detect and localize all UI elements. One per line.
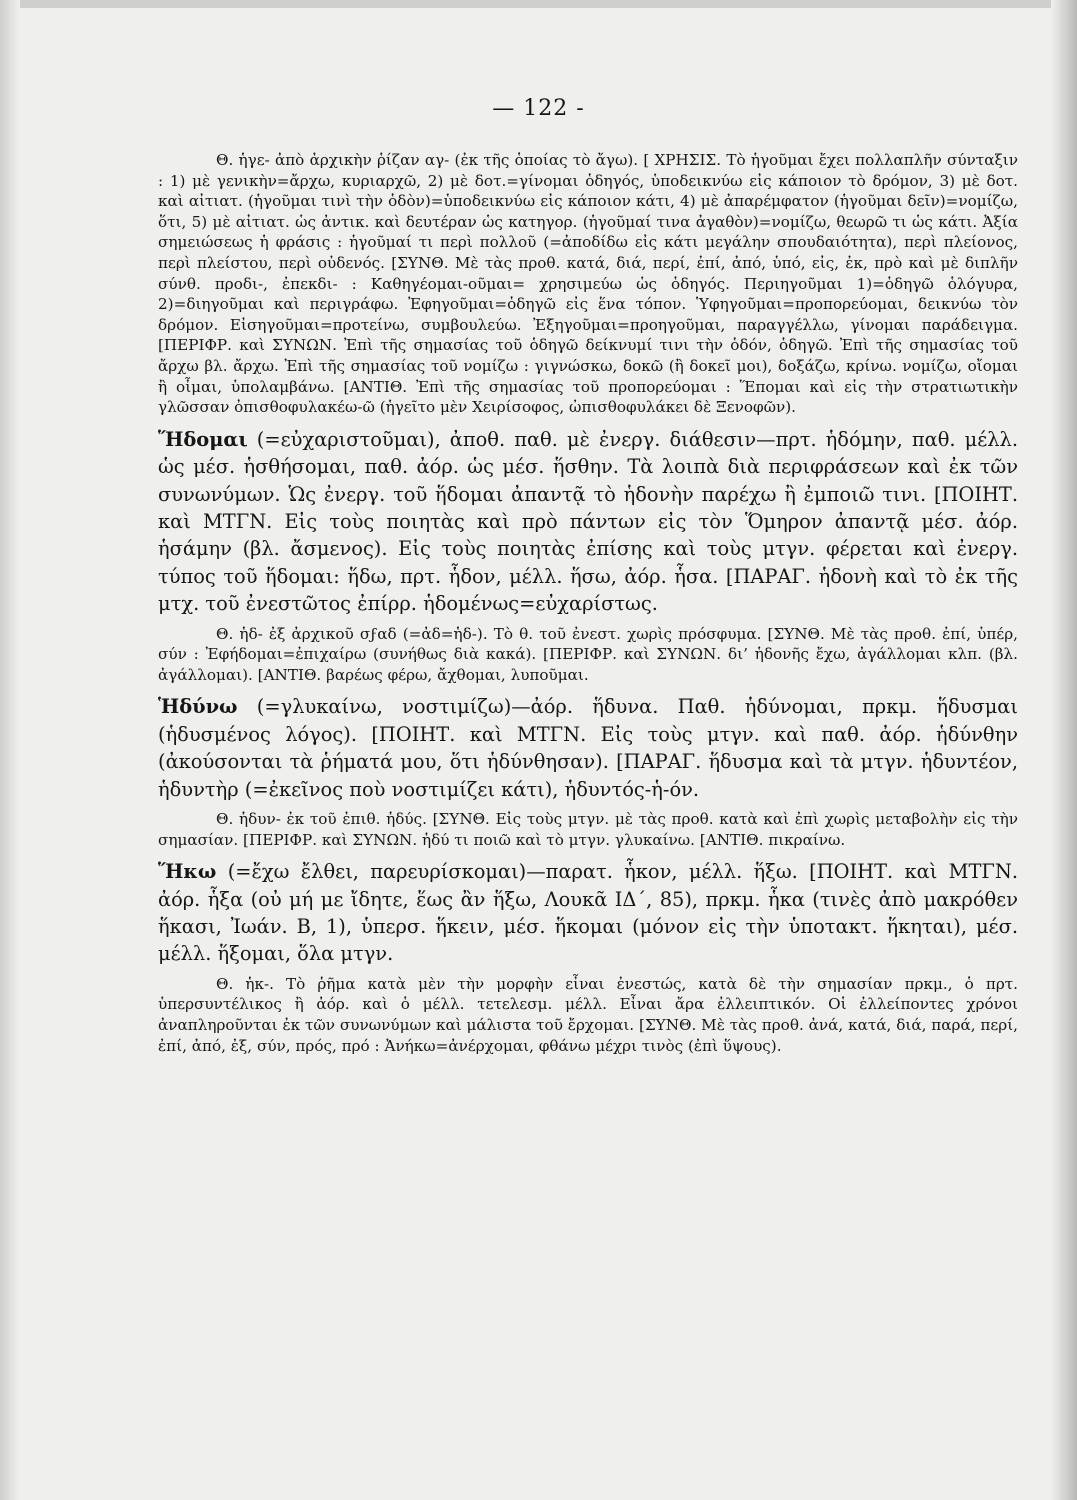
etymology-note-heko: Θ. ἡκ-. Τὸ ῥῆμα κατὰ μὲν τὴν μορφὴν εἶναι ἐνεστώς, κατὰ δὲ τὴν σημασίαν πρκμ., ὁ πρτ. ὑπερσυντέλικος ἢ ἀόρ. καὶ ὁ μέλλ. τετελεσμ. μέλλ. Εἶναι ἄρα ἐλλειπτικόν. Οἱ ἐλλείποντες χρόνοι ἀναπληροῦνται ἐκ τῶν συνωνύμων καὶ μάλιστα τοῦ ἔρχομαι. [ΣΥΝΘ. Μὲ τὰς προθ. ἀνά, κατά, διά, παρά, περί, ἐπί, ἀπό, ἐξ, σύν, πρός, πρό : Ἀνήκω=ἀνέρχομαι, φθάνω μέχρι τινὸς (ἐπὶ ὕψους).: [158, 974, 1018, 1055]
page-edge-left: [0, 0, 20, 1500]
etymology-note-hedomai: Θ. ἡδ- ἐξ ἀρχικοῦ σϝαδ (=ἀδ=ἡδ-). Τὸ θ. τοῦ ἐνεστ. χωρὶς πρόσφυμα. [ΣΥΝΘ. Μὲ τὰς προθ. ἐπί, ὑπέρ, σύν : Ἐφήδομαι=ἐπιχαίρω (συνήθως διὰ κακά). [ΠΕΡΙΦΡ. καὶ ΣΥΝΩΝ. δι’ ἡδονῆς ἔχω, ἀγάλλομαι κλπ. (βλ. ἀγάλλομαι). [ΑΝΤΙΘ. βαρέως φέρω, ἄχθομαι, λυποῦμαι.: [158, 624, 1018, 684]
dictionary-text: [158, 150, 1018, 1056]
headword: Ἥδομαι: [158, 427, 248, 451]
entry-body: (=εὐχαριστοῦμαι), ἀποθ. παθ. μὲ ἐνεργ. διάθεσιν—πρτ. ἡδόμην, παθ. μέλλ. ὡς μέσ. ἡσθήσομαι, παθ. ἀόρ. ὡς μέσ. ἥσθην. Τὰ λοιπὰ διὰ περιφράσεων καὶ ἐκ τῶν συνωνύμων. Ὡς ἐνεργ. τοῦ ἥδομαι ἀπαντᾷ τὸ ἡδονὴν παρέχω ἢ ἐμποιῶ τινι. [ΠΟΙΗΤ. καὶ ΜΤΓΝ. Εἰς τοὺς ποιητὰς καὶ πρὸ πάντων εἰς τὸν Ὅμηρον ἀπαντᾷ μέσ. ἀόρ. ἡσάμην (βλ. ἄσμενος). Εἰς τοὺς ποιητὰς ἐπίσης καὶ τοὺς μτγν. φέρεται καὶ ἐνεργ. τύπος τοῦ ἥδομαι: ἥδω, πρτ. ἧδον, μέλλ. ἥσω, ἀόρ. ἧσα. [ΠΑΡΑΓ. ἡδονὴ καὶ τὸ ἐκ τῆς μτχ. τοῦ ἐνεστῶτος ἐπίρρ. ἡδομένως=εὐχαρίστως.: [158, 427, 1018, 616]
etymology-note-hedyno: Θ. ἡδυν- ἐκ τοῦ ἐπιθ. ἡδύς. [ΣΥΝΘ. Εἰς τοὺς μτγν. μὲ τὰς προθ. κατὰ καὶ ἐπὶ χωρὶς μεταβολὴν εἰς τὴν σημασίαν. [ΠΕΡΙΦΡ. καὶ ΣΥΝΩΝ. ἡδύ τι ποιῶ καὶ τὸ μτγν. γλυκαίνω. [ΑΝΤΙΘ. πικραίνω.: [158, 809, 1018, 849]
headword: Ἡδύνω: [158, 695, 238, 719]
entry-hedyno: [158, 693, 1018, 803]
etymology-note-hegoumai: Θ. ἡγε- ἀπὸ ἀρχικὴν ῥίζαν αγ- (ἐκ τῆς ὁποίας τὸ ἄγω). [ ΧΡΗΣΙΣ. Τὸ ἡγοῦμαι ἔχει πολλαπλῆν σύνταξιν : 1) μὲ γενικὴν=ἄρχω, κυριαρχῶ, 2) μὲ δοτ.=γίνομαι ὁδηγός, ὑποδεικνύω εἰς κάποιον τὸ δρόμον, 3) μὲ δοτ. καὶ αἰτιατ. (ἡγοῦμαι τινὶ τὴν ὁδὸν)=ὑποδεικνύω εἰς κάποιον κάτι, 4) μὲ ἀπαρέμφατον (ἡγοῦμαι δεῖν)=νομίζω, ὅτι, 5) μὲ αἰτιατ. ὡς ἀντικ. καὶ δευτέραν ὡς κατηγορ. (ἡγοῦμαί τινα ἀγαθὸν)=νομίζω, θεωρῶ τι ὡς κάτι. Ἀξία σημειώσεως ἡ φράσις : ἡγοῦμαί τι περὶ πολλοῦ (=ἀποδίδω εἰς κάτι μεγάλην σπουδαιότητα), περὶ πλείονος, περὶ πλείστου, περὶ οὐδενός. [ΣΥΝΘ. Μὲ τὰς προθ. κατά, διά, περί, ἐπί, ἀπό, ὑπό, εἰς, ἐκ, πρὸ καὶ μὲ διπλῆν σύνθ. προδι-, ἐπεκδι- : Καθηγέομαι-οῦμαι= χρησιμεύω ὡς ὁδηγός. Περιηγοῦμαι 1)=ὁδηγῶ ὁλόγυρα, 2)=διηγοῦμαι καὶ περιγράφω. Ἐφηγοῦμαι=ὁδηγῶ εἰς ἕνα τόπον. Ὑφηγοῦμαι=προπορεύομαι, δεικνύω τὸν δρόμον. Εἰσηγοῦμαι=προτείνω, συμβουλεύω. Ἐξηγοῦμαι=προηγοῦμαι, παραγγέλλω, γίνομαι παράδειγμα. [ΠΕΡΙΦΡ. καὶ ΣΥΝΩΝ. Ἐπὶ τῆς σημασίας τοῦ ὁδηγῶ δείκνυμί τινι τὴν ὁδόν, ὁδηγῶ. Ἐπὶ τῆς σημασίας τοῦ ἄρχω βλ. ἄρχω. Ἐπὶ τῆς σημασίας τοῦ νομίζω : γιγνώσκω, δοκῶ (ἢ δοκεῖ μοι), δοξάζω, κρίνω. νομίζω, οἴομαι ἢ οἶμαι, ὑπολαμβάνω. [ΑΝΤΙΘ. Ἐπὶ τῆς σημασίας τοῦ προπορεύομαι : Ἕπομαι καὶ εἰς τὴν στρατιωτικὴν γλῶσσαν ὀπισθοφυλακέω-ῶ (ἡγεῖτο μὲν Χειρίσοφος, ὠπισθοφυλάκει δὲ Ξενοφῶν).: [158, 151, 1018, 417]
page-edge-top: [0, 0, 1077, 8]
entry-hedomai: [158, 426, 1018, 618]
page-edge-right: [1051, 0, 1077, 1500]
page-number: — 122 -: [492, 96, 585, 121]
entry-heko: [158, 858, 1018, 968]
entry-body: (=γλυκαίνω, νοστιμίζω)—ἀόρ. ἥδυνα. Παθ. ἡδύνομαι, πρκμ. ἥδυσμαι (ἡδυσμένος λόγος). [ΠΟΙΗΤ. καὶ ΜΤΓΝ. Εἰς τοὺς μτγν. καὶ παθ. ἀόρ. ἡδύνθην (ἀκούσονται τὰ ῥήματά μου, ὅτι ἡδύνθησαν). [ΠΑΡΑΓ. ἥδυσμα καὶ τὰ μτγν. ἡδυντέον, ἡδυντὴρ (=ἐκεῖνος ποὺ νοστιμίζει κάτι), ἡδυντός-ἡ-όν.: [158, 695, 1018, 801]
entry-body: (=ἔχω ἔλθει, παρευρίσκομαι)—παρατ. ἧκον, μέλλ. ἥξω. [ΠΟΙΗΤ. καὶ ΜΤΓΝ. ἀόρ. ἧξα (οὐ μή με ἴδητε, ἕως ἂν ἥξω, Λουκᾶ ΙΔ΄, 85), πρκμ. ἧκα (τινὲς ἀπὸ μακρόθεν ἥκασι, Ἰωάν. Β, 1), ὑπερσ. ἥκειν, μέσ. ἥκομαι (μόνον εἰς τὴν ὑποτακτ. ἥκηται), μέσ. μέλλ. ἥξομαι, ὅλα μτγν.: [158, 860, 1018, 966]
headword: Ἥκω: [158, 860, 217, 884]
